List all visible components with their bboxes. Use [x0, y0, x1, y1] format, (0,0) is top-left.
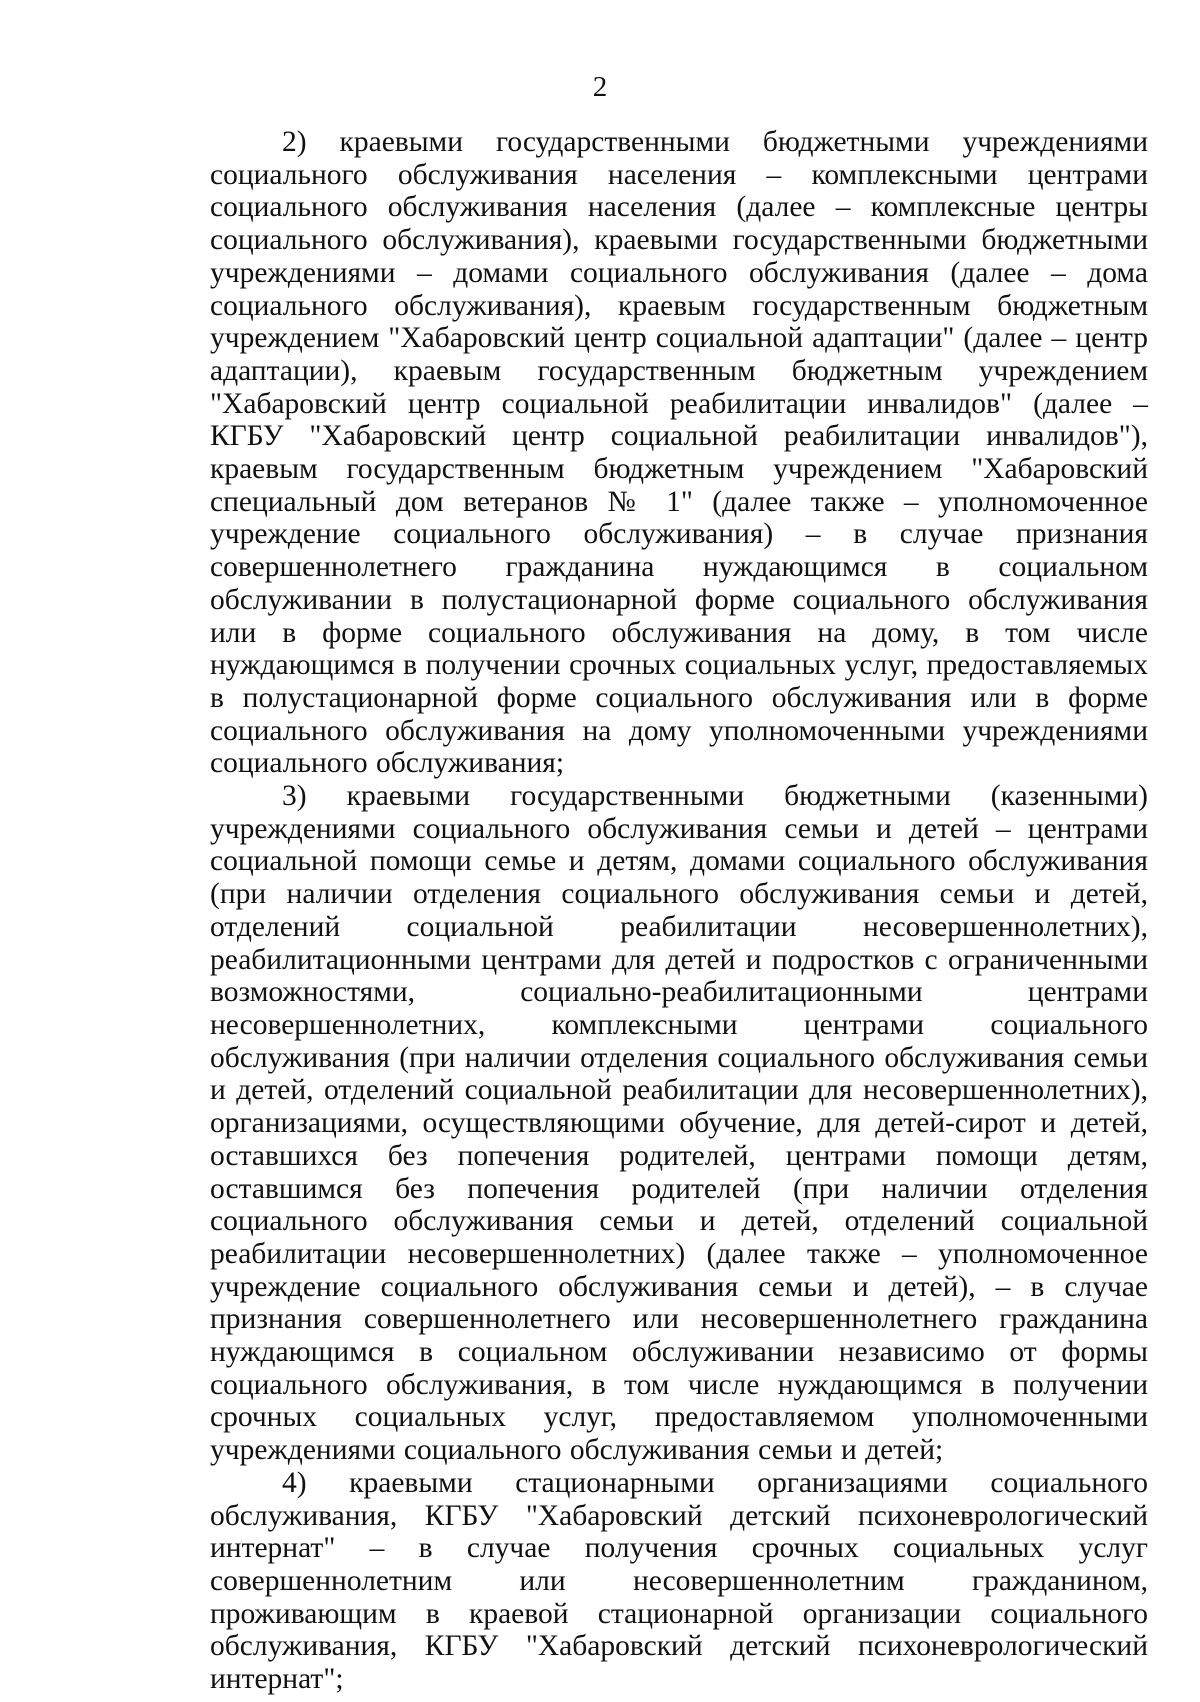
paragraph-item-3: 3) краевыми государственными бюджетными (казенными) учреждениями социального обслуживания семьи и детей – центрами социальной помощи семье и детям, домами социального обслуживания (при наличии отделения социального обслуживания семьи и детей, отделений социальной реабилитации несовершеннолетних), реабилитационными центрами для детей и подростков с ограниченными возможностями, социально-реабилитационными центрами несовершеннолетних, комплексными центрами социального обслуживания (при наличии отделения социального обслуживания семьи и детей, отделений социальной реабилитации для несовершеннолетних), организациями, осуществляющими обучение, для детей-сирот и детей, оставшихся без попечения родителей, центрами помощи детям, оставшимся без попечения родителей (при наличии отделения социального обслуживания семьи и детей, отделений социальной реабилитации несовершеннолетних) (далее также – уполномоченное учреждение социального обслуживания семьи и детей), – в случае признания совершеннолетнего или несовершеннолетнего гражданина нуждающимся в социальном обслуживании независимо от формы социального обслуживания, в том числе нуждающимся в получении срочных социальных услуг, предоставляемом уполномоченными учреждениями социального обслуживания семьи и детей;	[210, 780, 1148, 1467]
paragraph-item-4: 4) краевыми стационарными организациями социального обслуживания, КГБУ "Хабаровский детский психоневрологический интернат" – в случае получения срочных социальных услуг совершеннолетним или несовершеннолетним гражданином, проживающим в краевой стационарной организации социального обслуживания, КГБУ "Хабаровский детский психоневрологический интернат";	[210, 1466, 1148, 1696]
paragraph-item-2: 2) краевыми государственными бюджетными учреждениями социального обслуживания населения – комплексными центрами социального обслуживания населения (далее – комплексные центры социального обслуживания), краевыми государственными бюджетными учреждениями – домами социального обслуживания (далее – дома социального обслуживания), краевым государственным бюджетным учреждением "Хабаровский центр социальной адаптации" (далее – центр адаптации), краевым государственным бюджетным учреждением "Хабаровский центр социальной реабилитации инвалидов" (далее – КГБУ "Хабаровский центр социальной реабилитации инвалидов"), краевым государственным бюджетным учреждением "Хабаровский специальный дом ветеранов № 1" (далее также – уполномоченное учреждение социального обслуживания) – в случае признания совершеннолетнего гражданина нуждающимся в социальном обслуживании в полустационарной форме социального обслуживания или в форме социального обслуживания на дому, в том числе нуждающимся в получении срочных социальных услуг, предоставляемых в полустационарной форме социального обслуживания или в форме социального обслуживания на дому уполномоченными учреждениями социального обслуживания;	[210, 126, 1148, 780]
document-body	[210, 126, 1148, 1696]
page-number: 2	[592, 71, 608, 103]
